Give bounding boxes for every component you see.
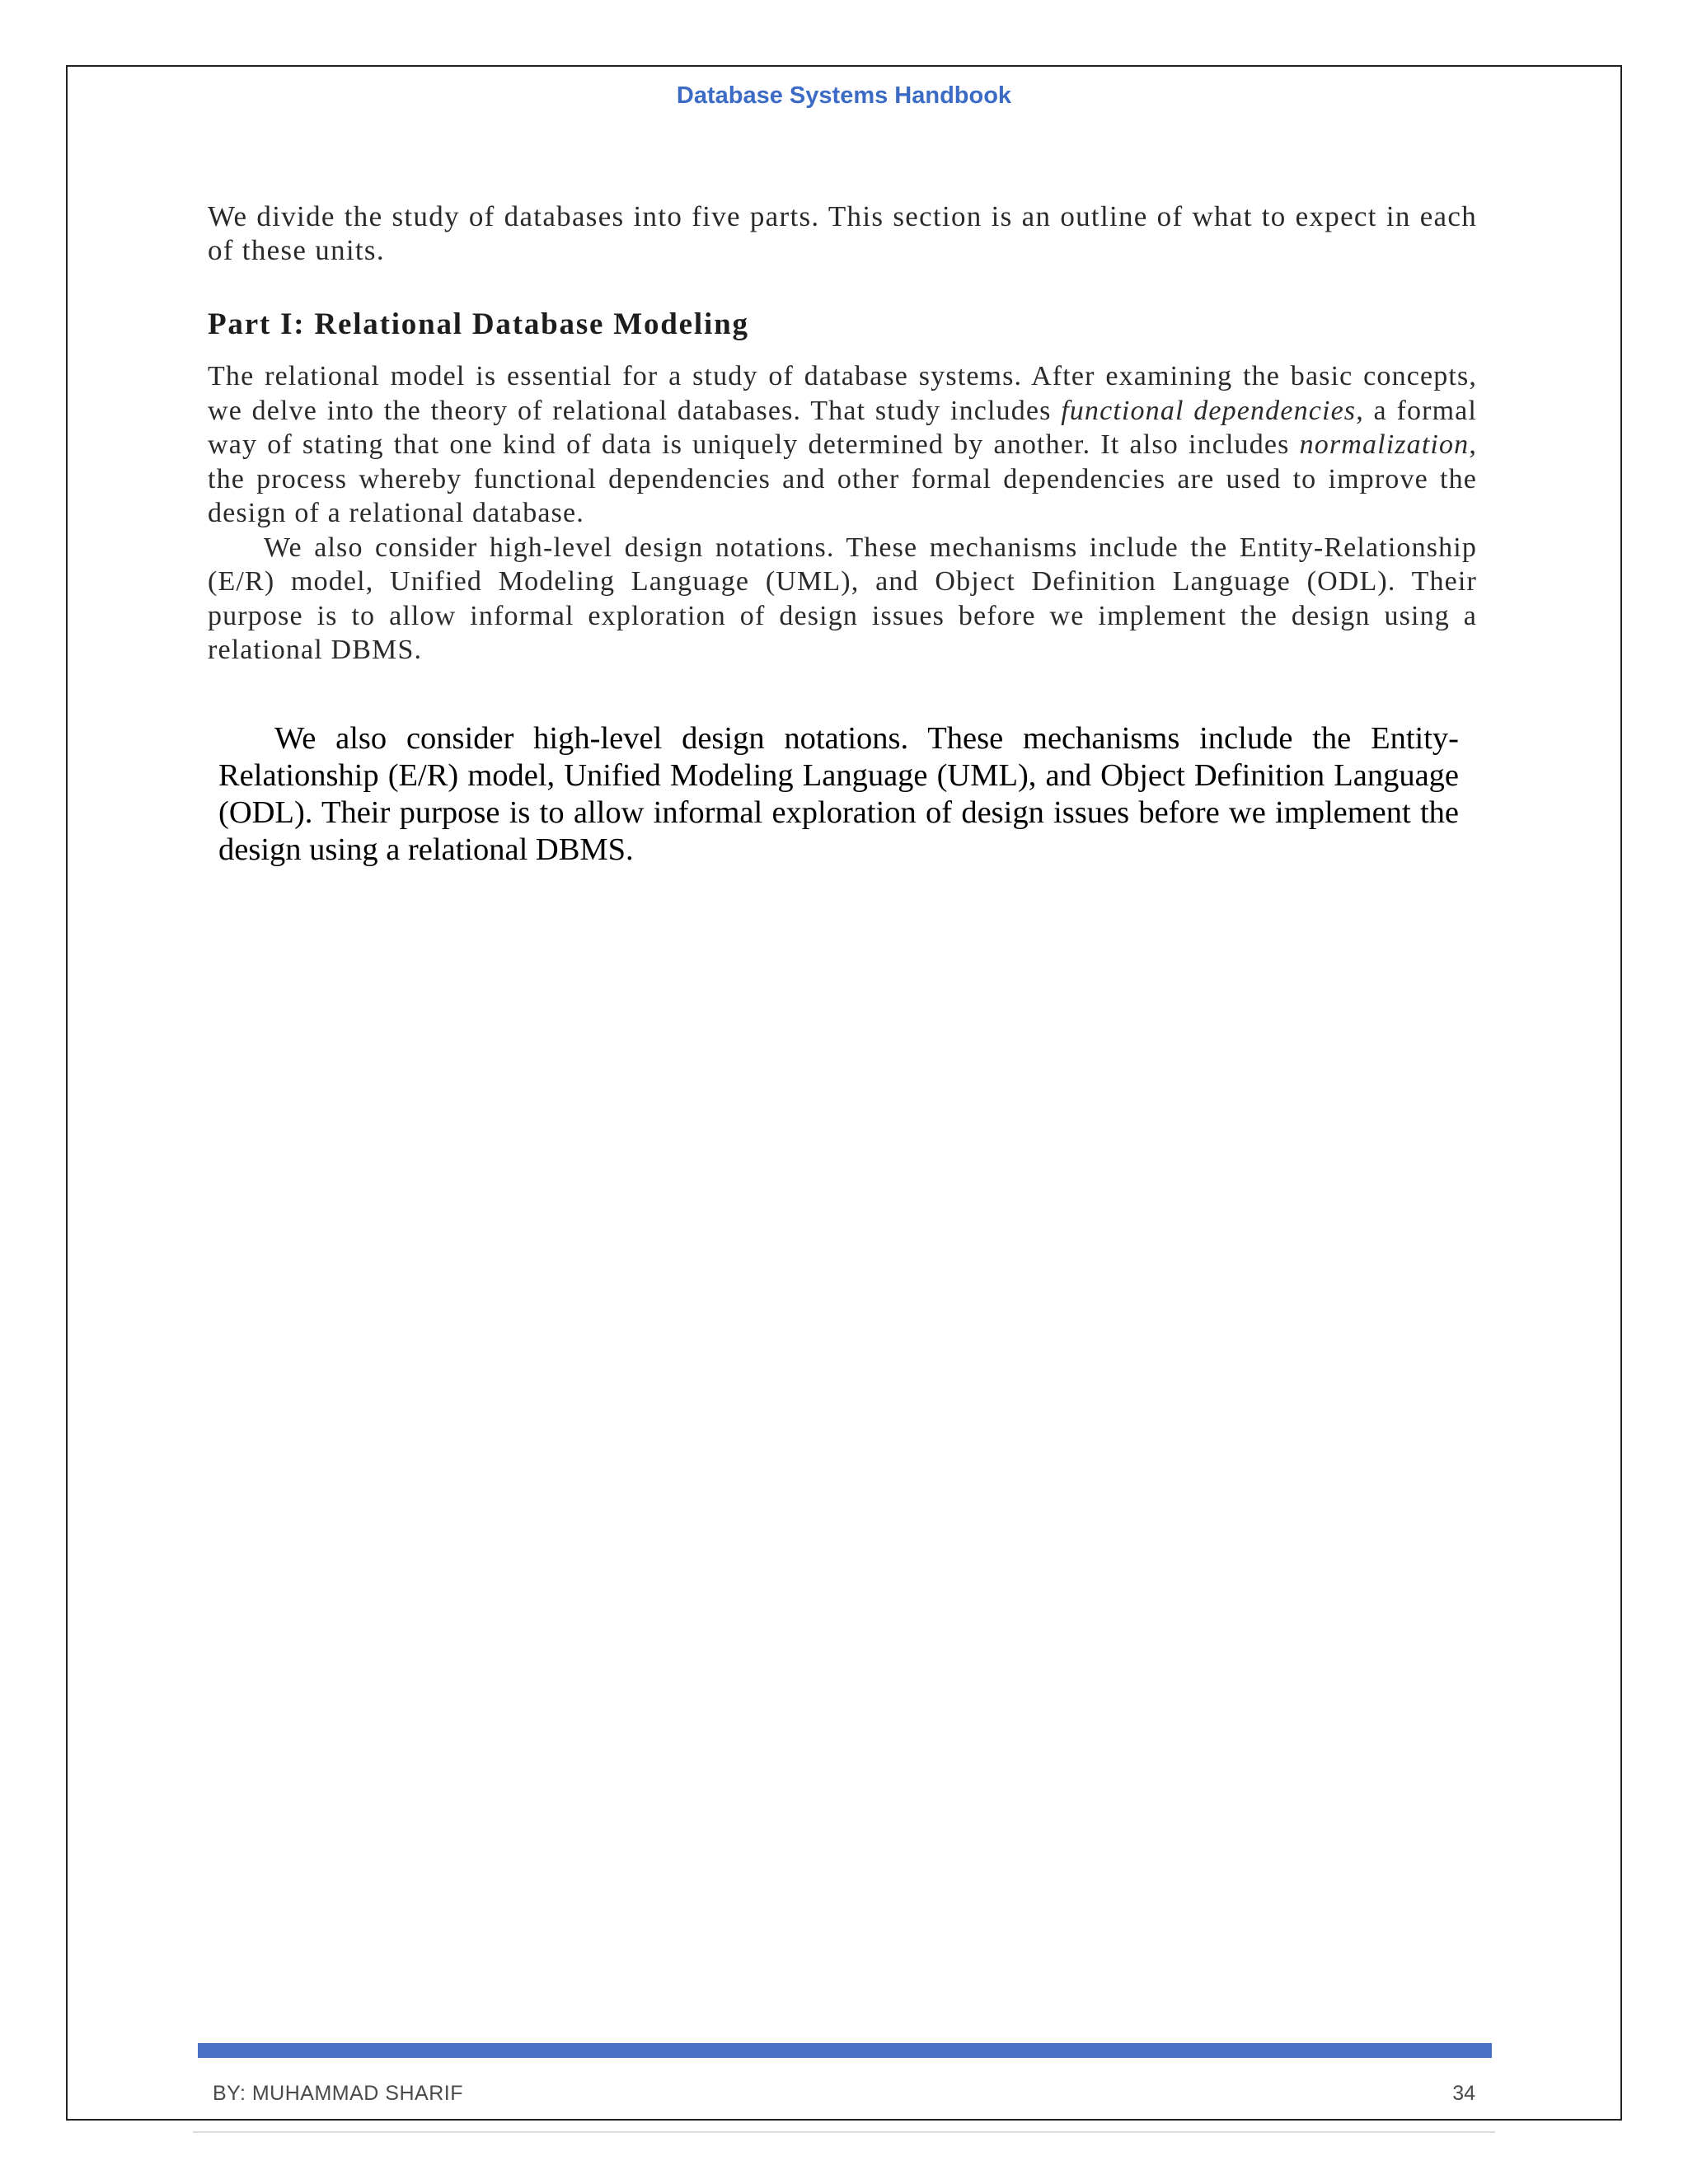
- bottom-rule: [193, 2131, 1495, 2133]
- repeated-paragraph-block: [218, 720, 1459, 869]
- term-functional-dependencies: functional dependencies: [1061, 395, 1357, 426]
- part-heading: Part I: Relational Database Modeling: [208, 307, 749, 341]
- design-notations-paragraph: We also consider high-level design notations. These mechanisms include the Entity-Relationship (E/R) model, Unified Modeling Language (UML), and Object Definition Language (ODL). Their purpose is to allow informal exploration of design issues before we implement the design using a relational DBMS.: [208, 532, 1477, 665]
- para-text-end: , the process whereby functional dependencies and other formal dependencies are used to improve the design of a relational database.: [208, 429, 1477, 528]
- footer-author: BY: MUHAMMAD SHARIF: [213, 2082, 463, 2105]
- intro-block: [208, 199, 1477, 267]
- relational-model-paragraph: [208, 359, 1477, 531]
- page-header-title: Database Systems Handbook: [676, 82, 1012, 109]
- term-normalization: normalization: [1299, 429, 1470, 460]
- intro-paragraph: We divide the study of databases into five parts. This section is an outline of what to expect in each of these units.: [208, 200, 1477, 266]
- para-text-start: The relational model is essential for a study of database systems. After examining the basic concepts, we delve into the theory of relational databases. That study includes: [208, 361, 1477, 426]
- footer-page-number: 34: [1452, 2082, 1475, 2105]
- footer-bar: [198, 2043, 1492, 2058]
- part-body: [208, 359, 1477, 668]
- para-text-middle: , a formal way of stating that one kind of data is uniquely determined by another. It also includes: [208, 395, 1478, 460]
- repeated-design-notations-paragraph: We also consider high-level design notations. These mechanisms include the Entity-Relationship (E/R) model, Unified Modeling Language (UML), and Object Definition Language (ODL). Their purpose is to allow informal exploration of design issues before we implement the design using a relational DBMS.: [218, 721, 1459, 867]
